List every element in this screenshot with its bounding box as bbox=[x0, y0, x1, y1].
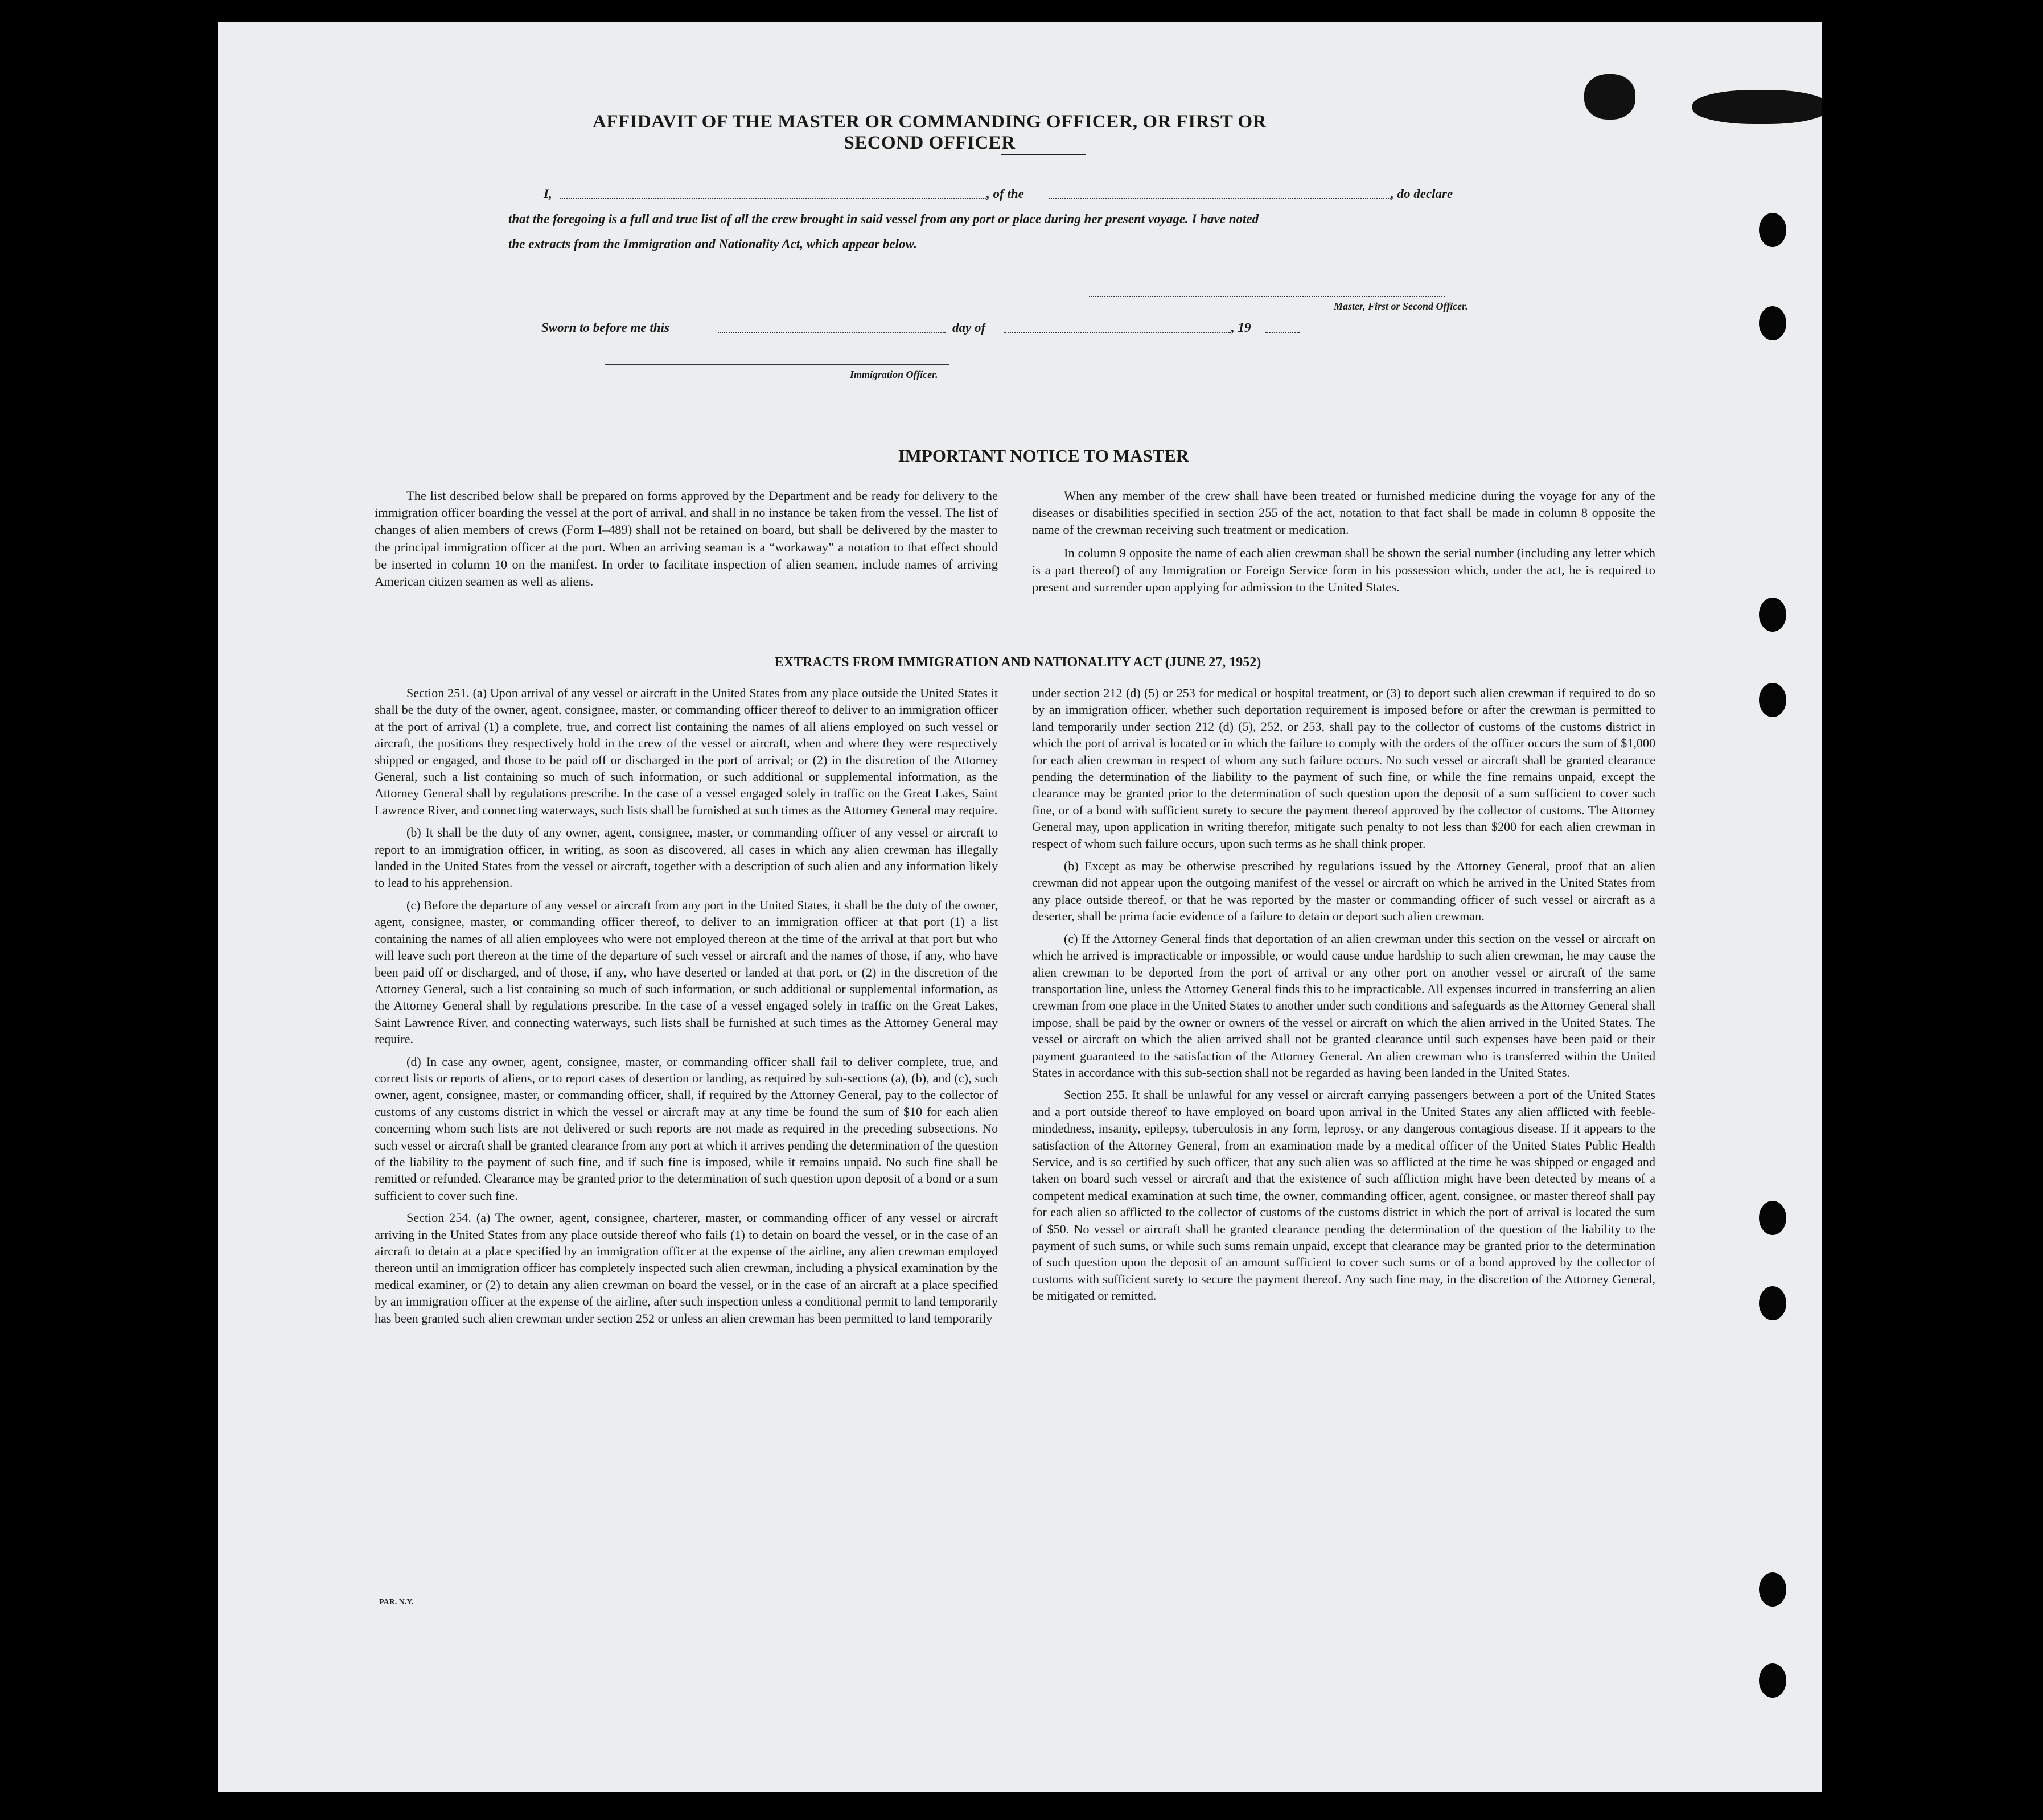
punch-hole bbox=[1759, 1201, 1786, 1235]
affidavit-i-label: I, bbox=[544, 187, 552, 201]
punch-hole bbox=[1759, 213, 1786, 247]
notice-right-paragraph-1: When any member of the crew shall have been treated or furnished medicine during the voyage for any of the diseases or disabilities specified in section 255 of the act, notation to that fact shall be made in column 8 opposite the name of the crewman receiving such treatment or medication. bbox=[1032, 488, 1655, 537]
punch-hole bbox=[1759, 1572, 1786, 1607]
ink-blot bbox=[1584, 74, 1635, 120]
notice-left-paragraph: The list described below shall be prepared on forms approved by the Department and be ready for delivery to the immigration officer boarding the vessel at the port of arrival, and shall in no instance be taken from the vessel. The list of changes of alien members of crews (Form I–489) shall not be retained on board, but shall be delivered by the master to the principal immigration officer at the port. When an arriving seaman is a “workaway” a notation to that effect should be inserted in column 10 on the manifest. In order to facilitate inspection of alien seamen, include names of arriving American citizen seamen as well as aliens. bbox=[375, 488, 998, 589]
year-prefix: , 19 bbox=[1231, 320, 1251, 335]
day-of-label: day of bbox=[952, 320, 986, 335]
extracts-right-column bbox=[1032, 685, 1655, 1310]
master-signature-line[interactable] bbox=[1089, 296, 1445, 297]
name-blank[interactable] bbox=[560, 198, 986, 199]
extract-paragraph: Section 251. (a) Upon arrival of any vessel or aircraft in the United States from any place outside the United States it shall be the duty of the owner, agent, consignee, master, or commanding officer thereof to deliver to an immigration officer at the port of arrival (1) a complete, true, and correct list containing the names of all aliens employed on such vessel or aircraft, the positions they respectively hold in the crew of the vessel or aircraft, when and where they were respectively shipped or engaged, and those to be paid off or discharged in the port of arrival; or (2) in the discretion of the Attorney General, such a list containing so much of such information, or such additional or supplemental information, as the Attorney General shall by regulations prescribe. In the case of a vessel engaged solely in traffic on the Great Lakes, Saint Lawrence River, and connecting waterways, such lists shall be furnished at such times as the Attorney General may require. bbox=[375, 686, 998, 817]
notice-right-column bbox=[1032, 487, 1655, 602]
extract-paragraph: (c) If the Attorney General finds that deportation of an alien crewman under this section on the vessel or aircraft on which he arrived is impracticable or impossible, or would cause undue hardship to such alien crewman, he may cause the alien crewman to be deported from the port of arrival or any other port on another vessel or aircraft of the same transportation line, unless the Attorney General finds this to be impracticable. All expenses incurred in transferring an alien crewman from one place in the United States to another under such conditions and safeguards as the Attorney General shall impose, shall be paid by the owner or owners of the vessel or aircraft on which the alien arrived in the United States. The vessel or aircraft on which the alien arrived shall not be granted clearance until such expenses have been paid or their payment guaranteed to the satisfaction of the Attorney General. An alien crewman who is transferred within the United States in accordance with this sub-section shall not be regarded as having been landed in the United States. bbox=[1032, 931, 1655, 1080]
punch-hole bbox=[1759, 683, 1786, 717]
punch-hole bbox=[1759, 598, 1786, 632]
document-page bbox=[218, 22, 1822, 1792]
extract-paragraph: Section 254. (a) The owner, agent, consignee, charterer, master, or commanding officer of any vessel or aircraft arriving in the United States from any place outside thereof who fails (1) to detain on board the vessel, or in the case of an aircraft to detain at a place specified by an immigration officer at the expense of the airline, any alien crewman employed thereon until an immigration officer has completely inspected such alien crewman, including a physical examination by the medical examiner, or (2) to detain any alien crewman on board the vessel, or in the case of an aircraft at a place specified by an immigration officer at the expense of the airline, after such inspection unless a conditional permit to land temporarily has been granted such alien crewman under section 252 or unless an alien crewman has been permitted to land temporarily bbox=[375, 1210, 998, 1325]
sworn-month-blank[interactable] bbox=[1004, 332, 1231, 333]
extract-paragraph: (b) It shall be the duty of any owner, agent, consignee, master, or commanding officer of any vessel or aircraft to report to an immigration officer, in writing, as soon as discovered, all cases in which any alien crewman has illegally landed in the United States from the vessel or aircraft, together with a description of such alien and any information likely to lead to his apprehension. bbox=[375, 825, 998, 890]
sworn-year-blank[interactable] bbox=[1265, 332, 1300, 333]
extract-paragraph: (c) Before the departure of any vessel or aircraft from any port in the United States, it shall be the duty of the owner, agent, consignee, master, or commanding officer thereof, to deliver to an immigration officer at that port (1) a list containing the names of all alien employees who were not employed thereon at the time of the arrival at that port but who will leave such port thereon at the time of the departure of such vessel or aircraft and the names of those, if any, who have been paid off or discharged, and of those, if any, who have deserted or landed at that port, or (2) in the discretion of the Attorney General, such a list containing so much of such information, or such additional or supplemental information, as the Attorney General shall by regulations prescribe. In the case of a vessel engaged solely in traffic on the Great Lakes, Saint Lawrence River, and connecting waterways, such lists shall be furnished at such times as the Attorney General may require. bbox=[375, 897, 998, 1047]
extracts-left-column bbox=[375, 685, 998, 1332]
affidavit-do-declare: , do declare bbox=[1391, 187, 1453, 201]
punch-hole bbox=[1759, 1286, 1786, 1320]
affidavit-of-the: , of the bbox=[986, 187, 1024, 201]
punch-hole bbox=[1759, 306, 1786, 340]
notice-left-column bbox=[375, 487, 998, 596]
master-signature-label: Master, First or Second Officer. bbox=[1334, 300, 1468, 312]
extract-paragraph: Section 255. It shall be unlawful for any vessel or aircraft carrying passengers between a port of the United States and a port outside thereof to have employed on board upon arrival in the United States any alien afflicted with feeble-mindedness, insanity, epilepsy, tuberculosis in any form, leprosy, or any dangerous contagious disease. If it appears to the satisfaction of the Attorney General, from an examination made by a medical officer of the United States Public Health Service, and is so certified by such officer, that any such alien was so afflicted at the time he was shipped or engaged and taken on board such vessel or aircraft and that the existence of such affliction might have been detected by means of a competent medical examination at such time, the owner, commanding officer, agent, consignee, or master thereof shall pay for each alien so afflicted to the collector of customs of the customs district in which the port of arrival is located the sum of $50. No vessel or aircraft shall be granted clearance pending the determination of the question of the liability to the payment of such sums, or while such sums remain unpaid, except that clearance may be granted prior to the determination of such question upon the deposit of an amount sufficient to cover such sums or of a bond approved by the collector of customs with sufficient surety to secure the payment thereof. Any such fine may, in the discretion of the Attorney General, be mitigated or remitted. bbox=[1032, 1088, 1655, 1303]
notice-title: IMPORTANT NOTICE TO MASTER bbox=[898, 446, 1189, 466]
extracts-title: EXTRACTS FROM IMMIGRATION AND NATIONALITY ACT (JUNE 27, 1952) bbox=[774, 655, 1261, 670]
punch-hole bbox=[1759, 1663, 1786, 1698]
extract-paragraph: under section 212 (d) (5) or 253 for medical or hospital treatment, or (3) to deport such alien crewman if required to do so by an immigration officer, whether such deportation requirement is imposed before or after the crewman is permitted to land temporarily under section 212 (d) (5), 252, or 253, shall pay to the collector of customs of the customs district in which the port of arrival is located or in which the failure to comply with the orders of the officer occurs the sum of $1,000 for each alien crewman in respect of whom any such failure occurs. No such vessel or aircraft shall be granted clearance pending the determination of the liability to the payment of such fine, or while the fine remains unpaid, except the clearance may be granted prior to the determination of such question upon the deposit of a sum sufficient to cover such fine, or of a bond with sufficient surety to secure the payment thereof approved by the collector of customs. The Attorney General may, upon application in writing therefor, mitigate such penalty to not less than $200 for each alien crewman in respect of whom such failure occurs, upon such terms as he shall think proper. bbox=[1032, 686, 1655, 851]
officer-signature-line[interactable] bbox=[605, 364, 949, 365]
affidavit-line-3: the extracts from the Immigration and Nationality Act, which appear below. bbox=[508, 237, 917, 251]
footer-code: PAR. N.Y. bbox=[379, 1598, 414, 1607]
extract-paragraph: (b) Except as may be otherwise prescribed by regulations issued by the Attorney General, proof that an alien crewman did not appear upon the outgoing manifest of the vessel or aircraft on which he arrived in the United States from any place outside thereof, or that he was reported by the master or commanding officer of such vessel or aircraft as a deserter, shall be prima facie evidence of a failure to detain or deport such alien crewman. bbox=[1032, 859, 1655, 924]
sworn-day-blank[interactable] bbox=[718, 332, 946, 333]
ink-smear bbox=[1692, 90, 1822, 124]
title-rule bbox=[1001, 154, 1086, 155]
officer-signature-label: Immigration Officer. bbox=[850, 369, 938, 380]
sworn-label: Sworn to before me this bbox=[541, 320, 669, 335]
notice-right-paragraph-2: In column 9 opposite the name of each alien crewman shall be shown the serial number (including any letter which is a part thereof) of any Immigration or Foreign Service form in his possession which, under the act, he is required to present and surrender upon applying for admission to the United States. bbox=[1032, 545, 1655, 595]
extract-paragraph: (d) In case any owner, agent, consignee, master, or commanding officer shall fail to deliver complete, true, and correct lists or reports of aliens, or to report cases of desertion or landing, as required by sub-sections (a), (b), and (c), such owner, agent, consignee, master, or commanding officer, shall, if required by the Attorney General, pay to the collector of customs of any customs district in which the vessel or aircraft may at any time be found the sum of $10 for each alien concerning whom such lists are not delivered or such reports are not made as required in the preceding subsections. No such vessel or aircraft shall be granted clearance from any port at which it arrives pending the determination of the question of the liability to the payment of such fine, and if such fine is imposed, while it remains unpaid. No such fine shall be remitted or refunded. Clearance may be granted prior to the determination of such question upon deposit of a bond or a sum sufficient to cover such fine. bbox=[375, 1054, 998, 1203]
affidavit-line-2: that the foregoing is a full and true list of all the crew brought in said vessel from any port or place during her present voyage. I have noted bbox=[508, 212, 1259, 226]
vessel-blank[interactable] bbox=[1049, 198, 1391, 199]
affidavit-title: AFFIDAVIT OF THE MASTER OR COMMANDING OFFICER, OR FIRST OR SECOND OFFICER bbox=[592, 112, 1267, 153]
